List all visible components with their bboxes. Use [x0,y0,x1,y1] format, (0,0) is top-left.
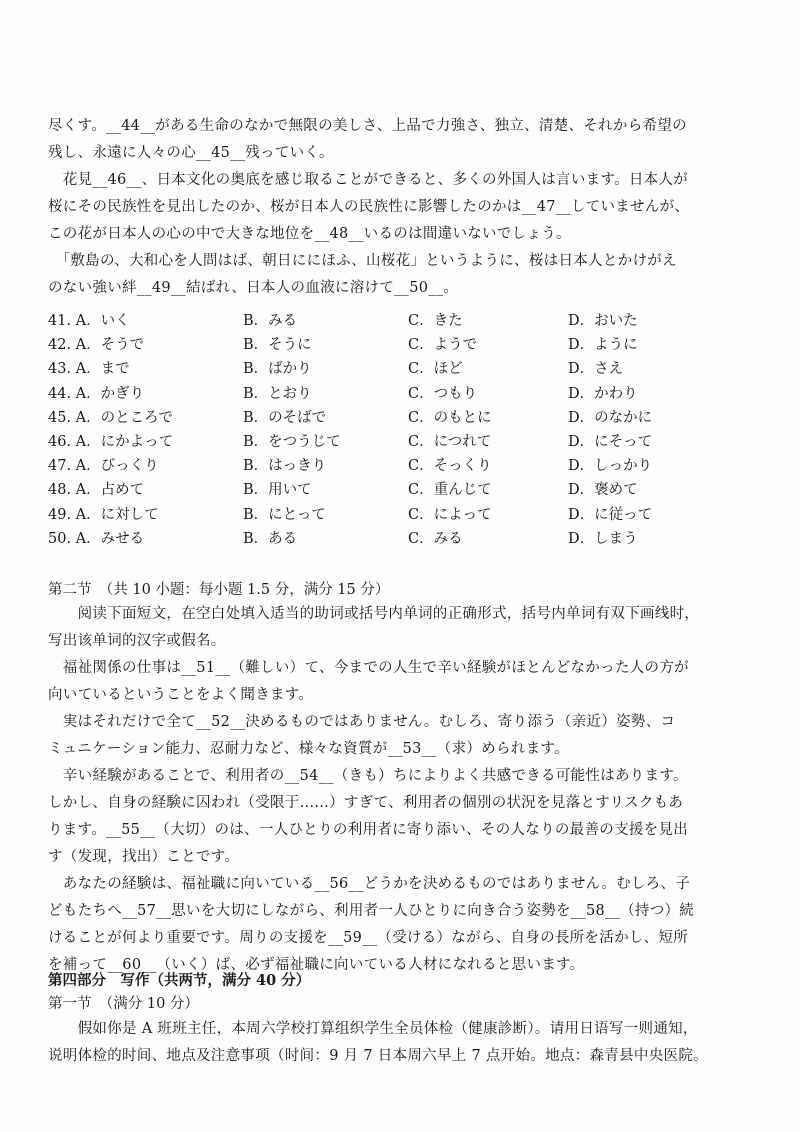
prompt-line: 说明体检的时间、地点及注意事项（时间：9 月 7 日本周六早上 7 点开始。地点：森青县中央医院。 [48,1048,708,1064]
option-b: B．はっきり [243,458,327,475]
option-b: B．のそばで [243,409,327,426]
option-row-47 [48,454,748,478]
reading-passage-top [48,113,763,302]
option-c: C．重んじて [408,482,492,499]
option-c: C．ほど [408,361,463,378]
option-row-42 [48,333,748,357]
option-b: B．そうに [243,337,312,354]
option-b: B．にとって [243,506,326,523]
option-c: C．そっくり [408,458,492,475]
option-d: D．にそって [568,433,653,450]
part-4-subheading: 第一节 （满分 10 分） [48,996,199,1012]
passage-line: 残し、永遠に人々の心__45__残っていく。 [48,145,334,161]
passage-line: ミュニケーション能力、忍耐力など、様々な資質が__53__（求）められます。 [48,741,569,757]
section-2-passage [48,655,763,979]
writing-prompt [48,1016,763,1070]
passage-line: この花が日本人の心の中で大きな地位を__48__いるのは間違いないでしょう。 [48,226,571,242]
option-c: C．つもり [408,385,478,402]
option-b: B．とおり [243,385,312,402]
option-c: C．みる [408,530,463,547]
option-row-44 [48,382,748,406]
option-c: C．ようで [408,337,478,354]
option-row-45 [48,406,748,430]
instruction-line: 阅读下面短文，在空白处填入适当的助词或括号内单词的正确形式，括号内单词有双下画线时， [48,606,700,622]
option-d: D．褒めて [568,482,638,499]
option-b: B．みる [243,313,298,329]
passage-line: 向いているということをよく聞きます。 [48,687,314,703]
question-number: 50. A．みせる [48,530,145,547]
option-d: D．のなかに [568,409,653,426]
question-number: 41. A．いく [48,313,130,329]
option-row-41 [48,309,748,333]
option-b: B．用いて [243,482,312,499]
option-row-50 [48,527,748,551]
option-c: C．によって [408,506,492,523]
passage-line: 「敷島の、大和心を人問はば、朝日ににほふ、山桜花」というように、桜は日本人とかけがえ [48,253,677,269]
option-d: D．ように [568,337,638,354]
option-row-49 [48,503,748,527]
question-number: 44. A．かぎり [48,385,145,402]
option-c: C．につれて [408,433,492,450]
section-2-heading: 第二节 （共 10 小题：每小题 1.5 分，满分 15 分） [48,582,390,598]
passage-line: あなたの経験は、福祉職に向いている__56__どうかを決めるものではありません。むしろ、子 [48,876,691,892]
passage-line: 桜にその民族性を見出したのか、桜が日本人の民族性に影響したのかは__47__していませんが、 [48,199,690,215]
option-b: B．ある [243,530,298,547]
passage-line: 福祉関係の仕事は__51__（難しい）て、今までの人生で辛い経験がほとんどなかった人の方が [48,660,689,676]
answer-options [48,309,748,551]
option-c: C．のもとに [408,409,492,426]
question-number: 48. A．占めて [48,482,145,499]
option-b: B．ばかり [243,361,312,378]
option-d: D．かわり [568,385,638,402]
option-row-48 [48,478,748,502]
question-number: 42. A．そうで [48,337,145,354]
passage-line: 花見__46__、日本文化の奥底を感じ取ることができると、多くの外国人は言います。日本人が [48,172,689,188]
question-number: 45. A．のところで [48,409,173,426]
prompt-line: 假如你是 A 班班主任，本周六学校打算组织学生全员体检（健康診断）。请用日语写一则通知， [48,1021,698,1037]
passage-line: ります。__55__（大切）のは、一人ひとりの利用者に寄り添い、その人なりの最善の支援を見出 [48,822,689,838]
passage-line: しかし、自身の経験に囚われ（受限于……）すぎて、利用者の個別の状況を見落とすリスクもあ [48,795,684,811]
option-row-46 [48,430,748,454]
option-d: D．しっかり [568,458,653,475]
question-number: 43. A．まで [48,361,130,378]
option-d: D．に従って [568,506,653,523]
option-c: C．きた [408,313,463,329]
question-number: 46. A．にかよって [48,433,174,450]
passage-line: 実はそれだけで全て__52__決めるものではありません。むしろ、寄り添う（亲近）姿勢、コ [48,714,676,730]
part-4-heading: 第四部分 写作（共两节，满分 40 分） [48,972,311,989]
passage-line: どもたちへ__57__思いを大切にしながら、利用者一人ひとりに向き合う姿勢を__58__（持つ）続 [48,903,695,919]
instruction-line: 写出该单词的汉字或假名。 [48,633,226,649]
option-d: D．しまう [568,530,638,547]
passage-line: 辛い経験があることで、利用者の__54__（きも）ちによりよく共感できる可能性はあります。 [48,768,688,784]
passage-line: 尽くす。__44__がある生命のなかで無限の美しさ、上品で力強さ、独立、清楚、それから希望の [48,118,687,134]
passage-line: す（发现，找出）ことです。 [48,849,240,865]
question-number: 49. A．に対して [48,506,159,523]
section-2-instruction [48,601,763,655]
passage-line: のない強い絆__49__結ばれ、日本人の血液に溶けて__50__。 [48,280,459,296]
option-d: D．さえ [568,361,624,378]
option-row-43 [48,357,748,381]
option-d: D．おいた [568,313,638,329]
passage-line: けることが何より重要です。周りの支援を__59__（受ける）ながら、自身の長所を活かし、短所 [48,930,689,946]
option-b: B．をつうじて [243,433,341,450]
passage-line: を補って__60__（いく）ば、必ず福祉職に向いている人材になれると思います。 [48,957,585,973]
question-number: 47. A．びっくり [48,458,159,475]
